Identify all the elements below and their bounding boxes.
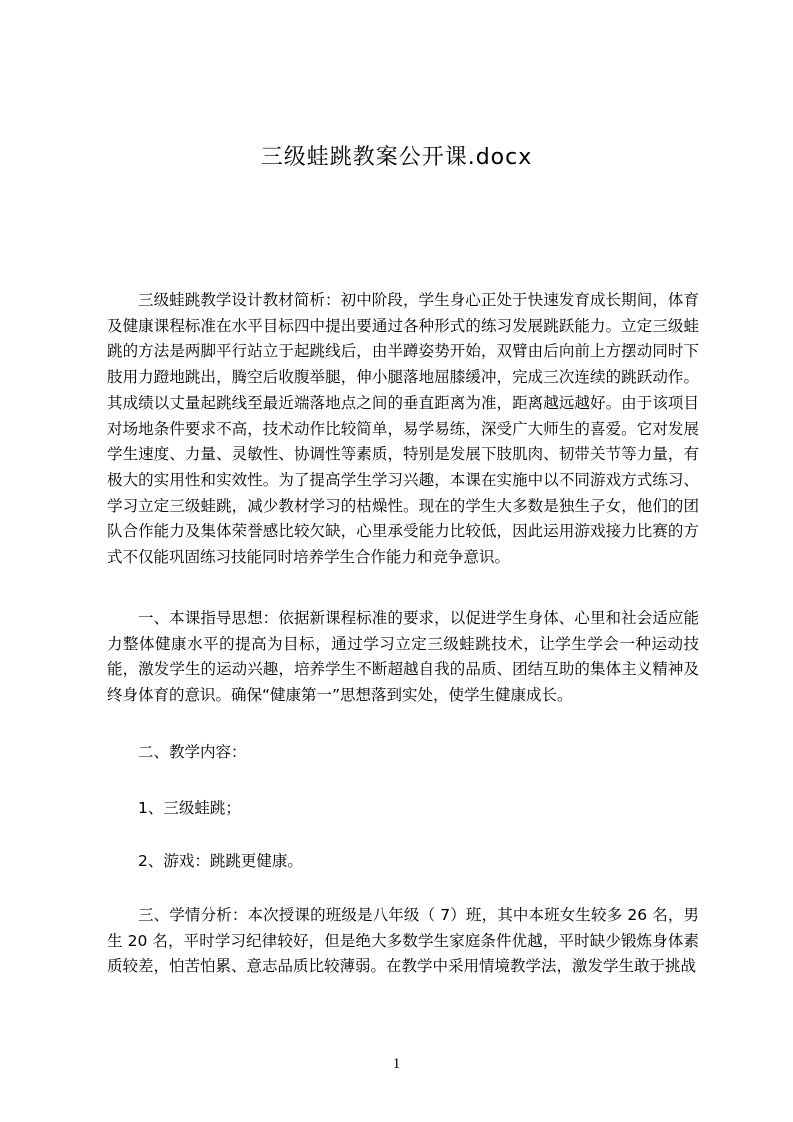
paragraph-student-analysis: 三、学情分析：本次授课的班级是八年级（ 7）班，其中本班女生较多 26 名，男生 20 名，平时学习纪律较好，但是绝大多数学生家庭条件优越，平时缺少锻炼身体素质较差，怕苦怕累、意志品质比较薄弱。在教学中采用情境教学法，激发学生敢于挑战: [107, 906, 699, 976]
paragraph-intro: 三级蛙跳教学设计教材简析：初中阶段，学生身心正处于快速发育成长期间，体育及健康课程标准在水平目标四中提出要通过各种形式的练习发展跳跃能力。立定三级蛙跳的方法是两脚平行站立于起跳线后，由半蹲姿势开始，双臂由后向前上方摆动同时下肢用力蹬地跳出，腾空后收腹举腿，伸小腿落地屈膝缓冲，完成三次连续的跳跃动作。其成绩以丈量起跳线至最近端落地点之间的垂直距离为准，距离越远越好。由于该项目对场地条件要求不高，技术动作比较简单，易学易练，深受广大师生的喜爱。它对发展学生速度、力量、灵敏性、协调性等素质，特别是发展下肢肌肉、韧带关节等力量，有极大的实用性和实效性。为了提高学生学习兴趣，本课在实施中以不同游戏方式练习、学习立定三级蛙跳，减少教材学习的枯燥性。现在的学生大多数是独生子女，他们的团队合作能力及集体荣誉感比较欠缺，心里承受能力比较低，因此运用游戏接力比赛的方式不仅能巩固练习技能同时培养学生合作能力和竞争意识。: [107, 291, 699, 567]
list-item-content-2: 2、游戏：跳跳更健康。: [138, 852, 303, 870]
page-number: 1: [392, 1056, 401, 1072]
document-title: 三级蛙跳教案公开课.docx: [260, 145, 533, 170]
paragraph-guiding-thought: 一、本课指导思想：依据新课程标准的要求，以促进学生身体、心里和社会适应能力整体健康水平的提高为目标，通过学习立定三级蛙跳技术，让学生学会一种运动技能，激发学生的运动兴趣，培养学生不断超越自我的品质、团结互助的集体主义精神及终身体育的意识。确保“健康第一”思想落到实处，使学生健康成长。: [107, 609, 699, 705]
section-heading-teaching-content: 二、教学内容：: [138, 743, 247, 761]
list-item-content-1: 1、三级蛙跳；: [138, 799, 241, 817]
